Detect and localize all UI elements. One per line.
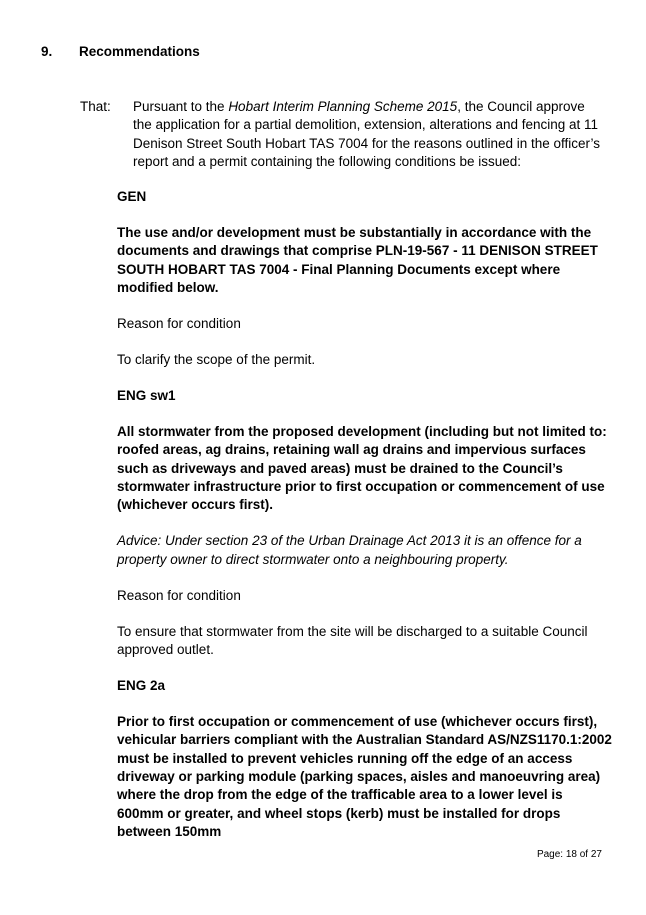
section-title: Recommendations (79, 44, 200, 59)
conditions-list (117, 188, 612, 859)
section-heading (41, 43, 200, 61)
section-number: 9. (41, 44, 53, 59)
reason-eng-sw1: To ensure that stormwater from the site will be discharged to a suitable Council approved outlet. (117, 623, 588, 657)
scheme-name: Hobart Interim Planning Scheme 2015 (228, 99, 458, 114)
reason-gen: To clarify the scope of the permit. (117, 351, 316, 367)
condition-code-gen: GEN (117, 189, 147, 204)
condition-code-eng-2a: ENG 2a (117, 677, 166, 693)
advice-eng-sw1: Advice: Under section 23 of the Urban Drainage Act 2013 it is an offence for a property owner to direct stormwater onto a neighbouring property. (117, 533, 582, 567)
reason-label-gen: Reason for condition (117, 316, 241, 332)
reason-label-eng-sw1: Reason for condition (117, 587, 241, 603)
condition-text-eng-2a: Prior to first occupation or commencement of use (whichever occurs first), vehicular barriers compliant with the Australian Standard AS/NZS1170.1:2002 must be installed to prevent vehicles running off the edge of an access driveway or parking module (parking spaces, aisles and manoeuvring area) where the drop from the edge of the trafficable area to a lower level is 600mm or greater, and wheel stops (kerb) must be installed for drops between 150mm (117, 713, 612, 840)
condition-text-eng-sw1: All stormwater from the proposed development (including but not limited to: roofed areas, ag drains, retaining wall ag drains and impervious surfaces such as driveways and paved areas) must be drained to the Council’s stormwater infrastructure prior to first occupation or commencement of use (whichever occurs first). (117, 423, 607, 513)
intro-text-after: , the Council approve the application for a partial demolition, extension, alterations and fencing at 11 Denison Street South Hobart TAS 7004 for the reasons outlined in the officer’s report and a permit containing the following conditions be issued: (133, 99, 601, 170)
intro-paragraph (133, 98, 603, 172)
condition-text-gen: The use and/or development must be substantially in accordance with the documents and drawings that comprise PLN-19-567 - 11 DENISON STREET SOUTH HOBART TAS 7004 - Final Planning Documents except where modified below. (117, 224, 598, 296)
intro-label: That: (80, 99, 111, 114)
page-number: Page: 18 of 27 (536, 849, 602, 860)
condition-code-eng-sw1: ENG sw1 (117, 387, 176, 403)
intro-text-before: Pursuant to the (133, 99, 229, 114)
